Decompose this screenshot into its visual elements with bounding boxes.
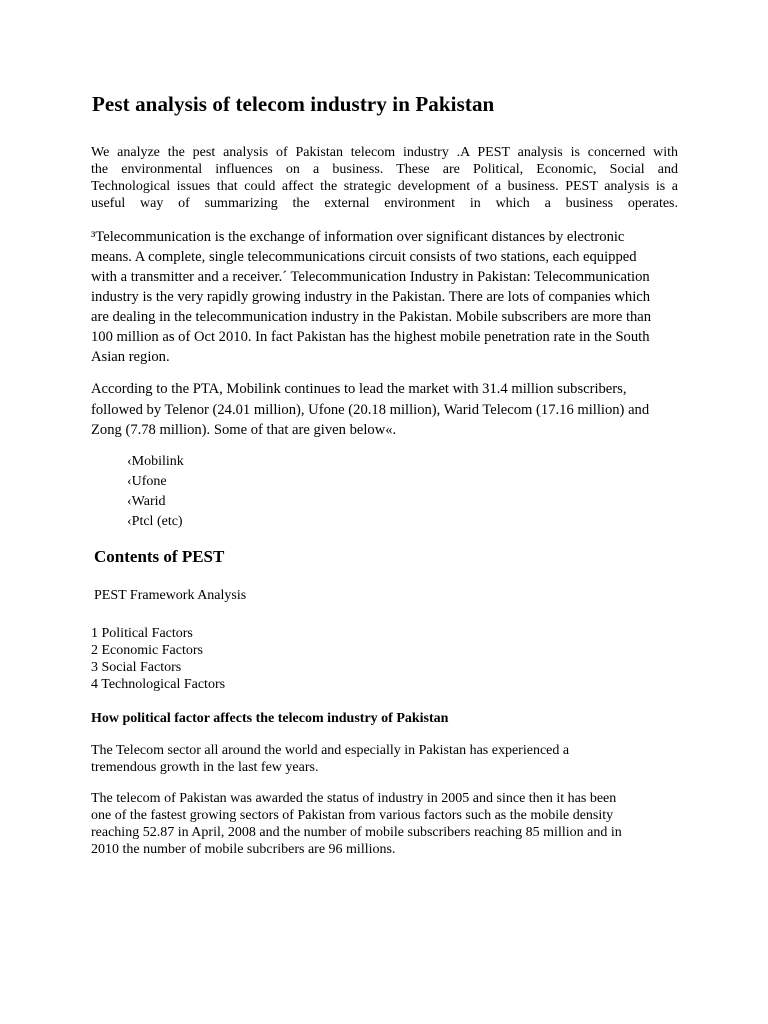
intro-line: the environmental influences on a business. These are Political, Economic, Social and [91,162,678,177]
telecom-paragraph-line: 100 million as of Oct 2010. In fact Pakistan has the highest mobile penetration rate in the South [91,329,650,345]
factor-item: 4 Technological Factors [91,677,226,692]
company-list-item: ‹Ptcl (etc) [127,514,183,529]
telecom-paragraph-line: are dealing in the telecommunication industry in the Pakistan. Mobile subscribers are more than [91,309,652,325]
pta-paragraph-line: According to the PTA, Mobilink continues to lead the market with 31.4 million subscribers, [91,381,627,397]
pta-paragraph-line: followed by Telenor (24.01 million), Ufone (20.18 million), Warid Telecom (17.16 million) and [91,402,650,418]
intro-line: Technological issues that could affect the strategic development of a business. PEST analysis is a [91,179,678,194]
page-title: Pest analysis of telecom industry in Pakistan [92,92,495,116]
telecom-paragraph-line: ³Telecommunication is the exchange of information over significant distances by electronic [91,229,625,245]
telecom-paragraph-line: with a transmitter and a receiver.´ Telecommunication Industry in Pakistan: Telecommunication [91,269,650,285]
factor-item: 2 Economic Factors [91,643,203,658]
contents-heading: Contents of PEST [94,547,225,566]
telecom-paragraph-line: means. A complete, single telecommunications circuit consists of two stations, each equipped [91,249,637,265]
intro-line: We analyze the pest analysis of Pakistan telecom industry .A PEST analysis is concerned with [91,145,678,160]
framework-label: PEST Framework Analysis [94,588,247,603]
political-factor-heading: How political factor affects the telecom industry of Pakistan [91,711,449,726]
status-paragraph-line: one of the fastest growing sectors of Pakistan from various factors such as the mobile density [91,808,614,823]
telecom-paragraph-line: Asian region. [91,349,170,365]
status-paragraph-line: The telecom of Pakistan was awarded the status of industry in 2005 and since then it has been [91,791,617,806]
status-paragraph-line: reaching 52.87 in April, 2008 and the number of mobile subscribers reaching 85 million and in [91,825,622,840]
pta-paragraph-line: Zong (7.78 million). Some of that are given below«. [91,422,397,438]
factor-item: 1 Political Factors [91,626,193,641]
company-list-item: ‹Ufone [127,474,167,489]
growth-paragraph-line: tremendous growth in the last few years. [91,760,319,775]
intro-line: useful way of summarizing the external environment in which a business operates. [91,196,678,211]
company-list-item: ‹Mobilink [127,454,184,469]
status-paragraph-line: 2010 the number of mobile subcribers are 96 millions. [91,842,396,857]
telecom-paragraph-line: industry is the very rapidly growing industry in the Pakistan. There are lots of companies which [91,289,651,305]
factor-item: 3 Social Factors [91,660,182,675]
growth-paragraph-line: The Telecom sector all around the world and especially in Pakistan has experienced a [91,743,570,758]
company-list-item: ‹Warid [127,494,166,509]
